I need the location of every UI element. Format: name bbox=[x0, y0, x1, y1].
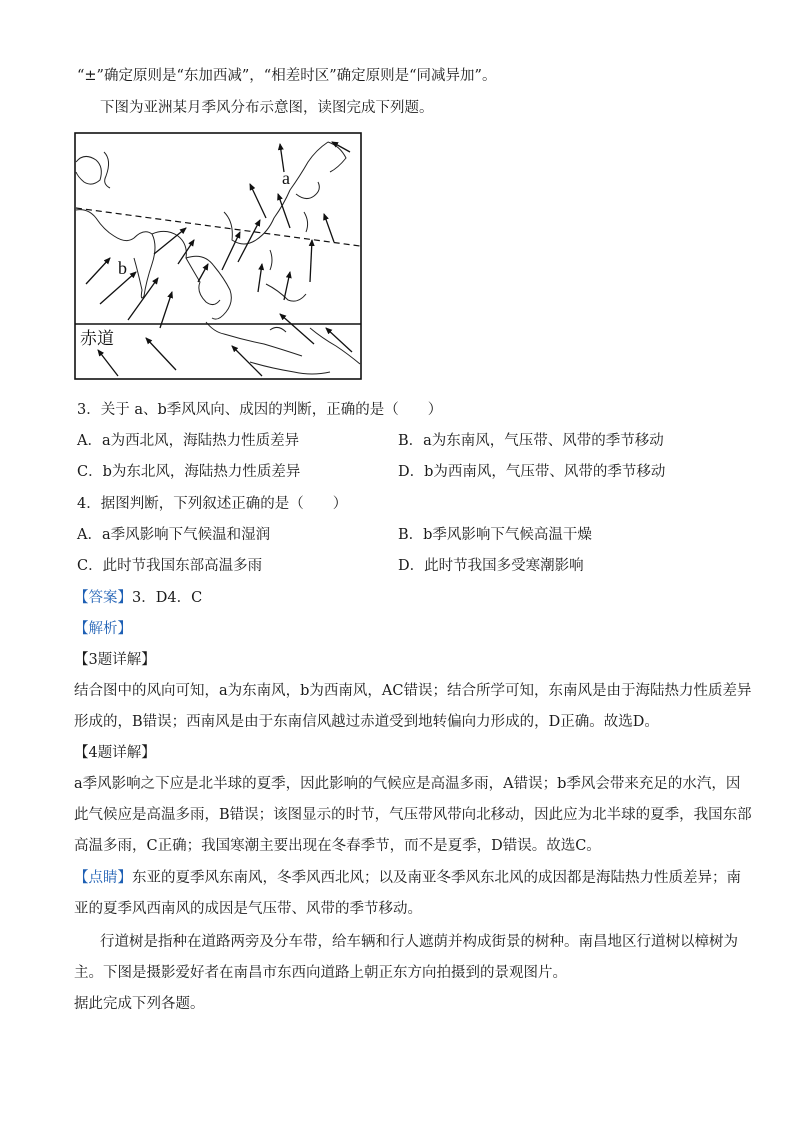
equator-label: 赤道 bbox=[80, 329, 114, 349]
q3-detail-line-2: 形成的，B错误；西南风是由于东南信风越过赤道受到地转偏向力形成的，D正确。故选D。 bbox=[74, 714, 659, 730]
next-intro-line-2: 主。下图是摄影爱好者在南昌市东西向道路上朝正东方向拍摄到的景观图片。 bbox=[74, 965, 567, 981]
label-b: b bbox=[118, 258, 127, 278]
q3-option-c: C．b为东北风，海陆热力性质差异 bbox=[77, 464, 301, 480]
q3-detail-line-1: 结合图中的风向可知，a为东南风，b为西南风，AC错误；结合所学可知，东南风是由于海陆热力性质差异 bbox=[74, 683, 752, 699]
map-intro: 下图为亚洲某月季风分布示意图，读图完成下列题。 bbox=[100, 100, 434, 116]
q4-detail-tag: 【4题详解】 bbox=[74, 745, 156, 761]
q4-detail-line-1: a季风影响之下应是北半球的夏季，因此影响的气候应是高温多雨，A错误；b季风会带来充足的水汽，因 bbox=[74, 776, 741, 792]
analysis-tag: 【解析】 bbox=[74, 621, 132, 637]
label-a: a bbox=[282, 168, 290, 188]
q3-option-a: A．a为西北风，海陆热力性质差异 bbox=[77, 433, 300, 449]
tip-tag: 【点睛】 bbox=[74, 870, 132, 886]
q4-option-c: C．此时节我国东部高温多雨 bbox=[77, 558, 263, 574]
answer-text: 3．D4．C bbox=[132, 590, 203, 606]
q3-stem: 3．关于 a、b季风风向、成因的判断，正确的是（ ） bbox=[77, 402, 443, 418]
tip-line-2: 亚的夏季风西南风的成因是气压带、风带的季节移动。 bbox=[74, 901, 422, 917]
next-intro-line-1: 行道树是指种在道路两旁及分车带，给车辆和行人遮荫并构成街景的树种。南昌地区行道树以樟树为 bbox=[100, 934, 738, 950]
q4-stem: 4．据图判断，下列叙述正确的是（ ） bbox=[77, 496, 348, 512]
next-intro-line-3: 据此完成下列各题。 bbox=[74, 996, 205, 1012]
tip-text-1: 东亚的夏季风东南风，冬季风西北风；以及南亚冬季风东北风的成因都是海陆热力性质差异；南 bbox=[132, 870, 741, 886]
q4-option-a: A．a季风影响下气候温和湿润 bbox=[77, 527, 271, 543]
q4-detail-line-2: 此气候应是高温多雨，B错误；该图显示的时节，气压带风带向北移动，因此应为北半球的夏季，我国东部 bbox=[74, 807, 752, 823]
answer-line bbox=[74, 588, 202, 608]
tip-line-1 bbox=[74, 868, 741, 888]
answer-tag: 【答案】 bbox=[74, 590, 132, 606]
q3-option-b: B．a为东南风，气压带、风带的季节移动 bbox=[398, 433, 664, 449]
map-border bbox=[75, 133, 361, 379]
q3-option-d: D．b为西南风，气压带、风带的季节移动 bbox=[398, 464, 666, 480]
q3-detail-tag: 【3题详解】 bbox=[74, 652, 156, 668]
q4-detail-line-3: 高温多雨，C正确；我国寒潮主要出现在冬春季节，而不是夏季，D错误。故选C。 bbox=[74, 838, 601, 854]
q4-option-b: B．b季风影响下气候高温干燥 bbox=[398, 527, 592, 543]
top-note: “±”确定原则是“东加西减”，“相差时区”确定原则是“同减异加”。 bbox=[77, 68, 497, 84]
monsoon-map bbox=[74, 132, 362, 380]
q4-option-d: D．此时节我国多受寒潮影响 bbox=[398, 558, 584, 574]
